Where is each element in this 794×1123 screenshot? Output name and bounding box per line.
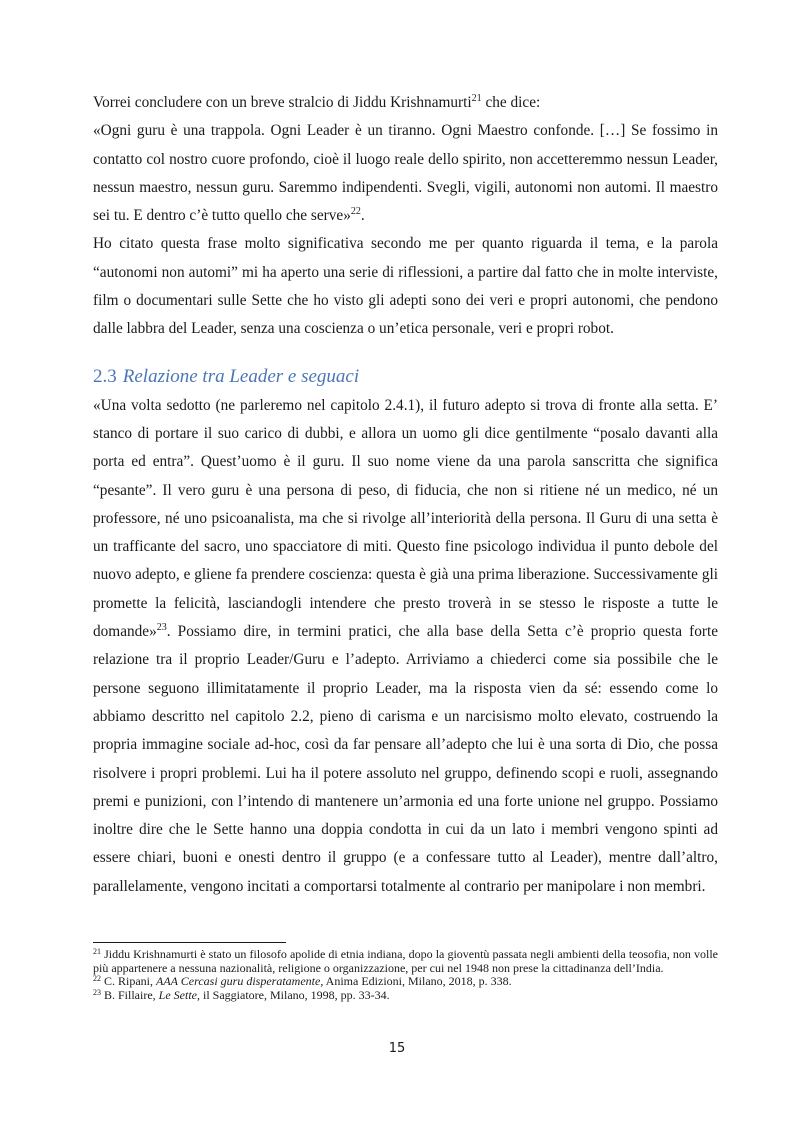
section-title: Relazione tra Leader e seguaci [122, 365, 360, 387]
footnote-author: B. Fillaire, [101, 987, 159, 1002]
footnote-author: C. Ripani, [101, 974, 157, 989]
footnote-21 [93, 948, 718, 975]
footnote-number: 21 [93, 947, 101, 956]
footnote-23 [93, 989, 718, 1003]
footnote-publisher: , il Saggiatore, Milano, 1998, pp. 33-34. [197, 987, 390, 1002]
footnote-publisher: , Anima Edizioni, Milano, 2018, p. 338. [320, 974, 512, 989]
intro-paragraph [93, 89, 718, 117]
footnotes [93, 942, 718, 1002]
footnote-number: 23 [93, 987, 101, 997]
footnote-ref-21[interactable]: 21 [471, 93, 482, 104]
intro-text: Vorrei concludere con un breve stralcio di Jiddu Krishnamurti [93, 94, 472, 111]
footnote-ref-23[interactable]: 23 [156, 622, 167, 634]
footnote-text: Jiddu Krishnamurti è stato un filosofo apolide di etnia indiana, dopo la gioventù passata negli ambienti della teosofia, non volle più appartenere a nessuna nazionalità, religione o organizzazione, per cui nel 1948 non prese la cittadinanza dell’India. [93, 947, 718, 975]
page-body [93, 86, 718, 901]
footnote-divider [93, 942, 286, 943]
footnote-number: 22 [93, 974, 101, 984]
section-heading [93, 364, 718, 390]
intro-tail: che dice: [481, 94, 541, 111]
comment-paragraph: Ho citato questa frase molto significativa secondo me per quanto riguarda il tema, e la parola “autonomi non automi” mi ha aperto una serie di riflessioni, a partire dal fatto che in molte interviste, film o documentari sulle Sette che ho visto gli adepti sono dei veri e propri autonomi, che pendono dalle labbra del Leader, senza una coscienza o un’etica personale, veri e propri robot. [93, 235, 718, 338]
footnote-book-title: Le Sette [158, 987, 197, 1002]
section-body-text: . Possiamo dire, in termini pratici, che alla base della Setta c’è proprio questa forte relazione tra il proprio Leader/Guru e l’adepto. Arriviamo a chiederci come sia possibile che le persone seguono illimitatamente il proprio Leader, ma la risposta vien da sé: essendo come lo abbiamo descritto nel capitolo 2.2, pieno di carisma e un narcisismo molto elevato, costruendo la propria immagine sociale ad-hoc, così da far pensare all’adepto che lui è una sorta di Dio, che possa risolvere i propri problemi. Lui ha il potere assoluto nel gruppo, definendo scopi e ruoli, assegnando premi e punizioni, con l’intendo di mantenere un’armonia ed una forte unione nel gruppo. Possiamo inoltre dire che le Sette hanno una doppia condotta in cui da un lato i membri vengono spinti ad essere chiari, buoni e onesti dentro il gruppo (e a confessare tutto al Leader), mentre dall’altro, parallelamente, vengono incitati a comportarsi totalmente al contrario per manipolare i non membri. [93, 623, 718, 895]
footnote-book-title: AAA Cercasi guru disperatamente [156, 974, 321, 989]
quote-text: «Ogni guru è una trappola. Ogni Leader è un tiranno. Ogni Maestro confonde. […] Se fossimo in contatto col nostro cuore profondo, cioè il luogo reale dello spirito, non accetteremmo nessun Leader, nessun maestro, nessun guru. Saremmo indipendenti. Svegli, vigili, autonomi non automi. Il maestro sei tu. E dentro c’è tutto quello che serve» [93, 122, 718, 225]
quote-tail: . [360, 207, 365, 225]
section-number: 2.3 [93, 365, 117, 387]
section-quote-text: «Una volta sedotto (ne parleremo nel capitolo 2.4.1), il futuro adepto si trova di fronte alla setta. E’ stanco di portare il suo carico di dubbi, e allora un uomo gli dice gentilmente “posalo davanti alla porta ed entra”. Quest’uomo è il guru. Il suo nome viene da una parola sanscritta che significa “pesante”. Il vero guru è una persona di peso, di fiducia, che non si ritiene né un medico, né un professore, né uno psicoanalista, ma che si rivolge all’interiorità della persona. Il Guru di una setta è un trafficante del sacro, uno spacciatore di miti. Questo fine psicologo individua il punto debole del nuovo adepto, e gliene fa prendere coscienza: questa è già una prima liberazione. Successivamente gli promette la felicità, lasciandogli intendere che presto troverà in se stesso le risposte a tutte le domande» [93, 396, 718, 641]
footnote-22 [93, 975, 718, 989]
section-body-paragraph [93, 392, 718, 901]
footnote-ref-22[interactable]: 22 [350, 206, 361, 218]
krishnamurti-quote [93, 117, 718, 230]
page-number: 15 [388, 1041, 406, 1056]
